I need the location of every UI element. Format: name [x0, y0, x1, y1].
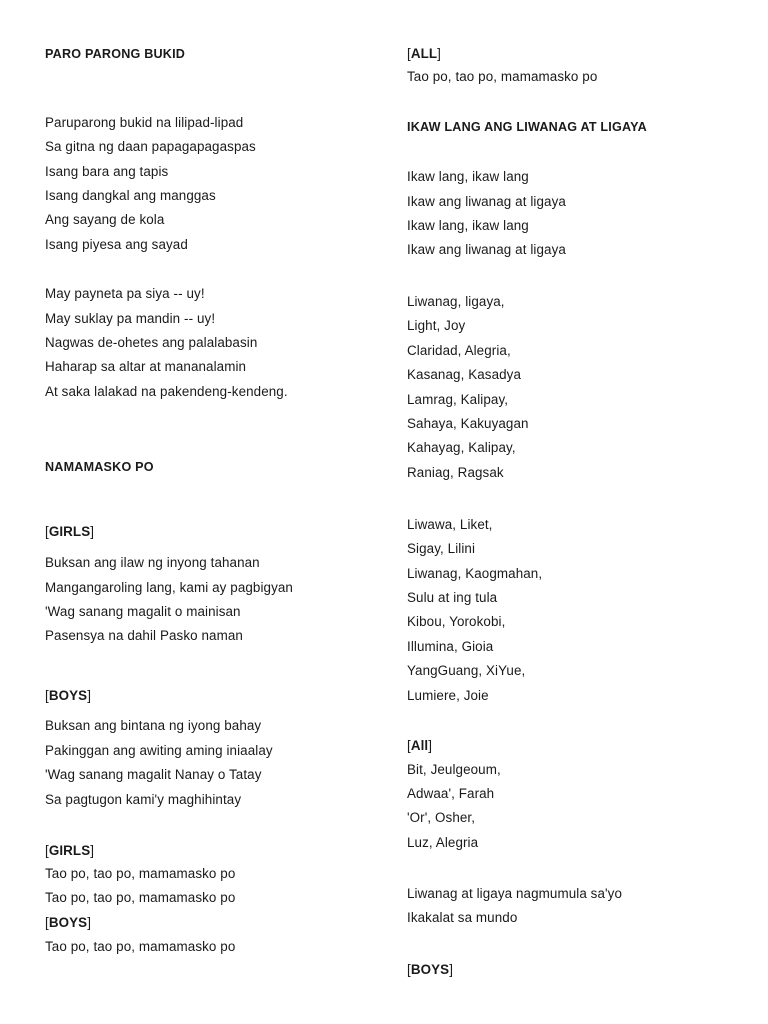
lyric-line: Sigay, Lilini [407, 541, 476, 556]
lyric-line: Tao po, tao po, mamamasko po [45, 890, 236, 905]
lyric-line: Adwaa', Farah [407, 786, 495, 801]
lyric-line: Isang piyesa ang sayad [45, 237, 188, 252]
lyric-line: Liwawa, Liket, [407, 517, 493, 532]
lyric-line: 'Wag sanang magalit Nanay o Tatay [45, 767, 262, 782]
lyric-line: Kasanag, Kasadya [407, 367, 522, 382]
lyric-line: Claridad, Alegria, [407, 343, 511, 358]
part-tag: [All] [407, 738, 433, 753]
lyric-line: Buksan ang bintana ng iyong bahay [45, 718, 262, 733]
lyric-line: Pakinggan ang awiting aming iniaalay [45, 743, 273, 758]
part-tag-label: ALL [410, 46, 438, 61]
part-tag: [BOYS] [45, 915, 92, 930]
lyric-line: Liwanag at ligaya nagmumula sa'yo [407, 886, 623, 901]
part-tag-label: GIRLS [48, 524, 91, 539]
lyric-line: Ikaw lang, ikaw lang [407, 169, 529, 184]
lyric-line: Illumina, Gioia [407, 639, 494, 654]
lyric-line: Sahaya, Kakuyagan [407, 416, 529, 431]
part-tag-label: All [410, 738, 429, 753]
lyric-line: Bit, Jeulgeoum, [407, 762, 501, 777]
lyric-line: Kahayag, Kalipay, [407, 440, 516, 455]
part-tag: [ALL] [407, 46, 441, 61]
lyric-line: Raniag, Ragsak [407, 465, 504, 480]
lyric-line: Kibou, Yorokobi, [407, 614, 506, 629]
part-tag: [GIRLS] [45, 843, 95, 858]
lyric-line: Sa pagtugon kami'y maghihintay [45, 792, 242, 807]
lyric-line: Ang sayang de kola [45, 212, 165, 227]
song-title: NAMAMASKO PO [45, 460, 154, 474]
lyric-line: Lamrag, Kalipay, [407, 392, 509, 407]
lyric-line: May payneta pa siya -- uy! [45, 286, 205, 301]
part-tag-label: BOYS [410, 962, 450, 977]
part-tag-label: GIRLS [48, 843, 91, 858]
part-tag-label: BOYS [48, 688, 88, 703]
lyric-line: Isang bara ang tapis [45, 164, 169, 179]
part-tag: [BOYS] [45, 688, 92, 703]
lyric-line: Tao po, tao po, mamamasko po [45, 866, 236, 881]
lyric-line: Light, Joy [407, 318, 466, 333]
lyric-line: Buksan ang ilaw ng inyong tahanan [45, 555, 260, 570]
lyric-line: Sulu at ing tula [407, 590, 498, 605]
lyric-line: Nagwas de-ohetes ang palalabasin [45, 335, 258, 350]
lyric-line: 'Or', Osher, [407, 810, 476, 825]
lyric-line: Mangangaroling lang, kami ay pagbigyan [45, 580, 293, 595]
song-title: PARO PARONG BUKID [45, 47, 186, 61]
lyric-line: Liwanag, ligaya, [407, 294, 505, 309]
lyric-line: At saka lalakad na pakendeng-kendeng. [45, 384, 288, 399]
lyric-line: Lumiere, Joie [407, 688, 489, 703]
lyric-line: Liwanag, Kaogmahan, [407, 566, 543, 581]
lyric-line: Tao po, tao po, mamamasko po [45, 939, 236, 954]
lyric-line: Isang dangkal ang manggas [45, 188, 216, 203]
lyric-line: Ikaw ang liwanag at ligaya [407, 194, 566, 209]
lyric-line: Tao po, tao po, mamamasko po [407, 69, 598, 84]
lyric-line: Ikakalat sa mundo [407, 910, 518, 925]
lyric-line: May suklay pa mandin -- uy! [45, 311, 216, 326]
lyric-line: Sa gitna ng daan papagapagaspas [45, 139, 256, 154]
lyric-line: YangGuang, XiYue, [407, 663, 526, 678]
lyric-line: Ikaw lang, ikaw lang [407, 218, 529, 233]
part-tag: [BOYS] [407, 962, 454, 977]
lyric-line: Paruparong bukid na lilipad-lipad [45, 115, 244, 130]
lyric-line: Haharap sa altar at mananalamin [45, 359, 247, 374]
lyric-line: Ikaw ang liwanag at ligaya [407, 242, 566, 257]
lyric-line: 'Wag sanang magalit o mainisan [45, 604, 241, 619]
lyric-line: Luz, Alegria [407, 835, 479, 850]
lyric-line: Pasensya na dahil Pasko naman [45, 628, 243, 643]
part-tag-label: BOYS [48, 915, 88, 930]
part-tag: [GIRLS] [45, 524, 95, 539]
song-title: IKAW LANG ANG LIWANAG AT LIGAYA [407, 120, 647, 134]
